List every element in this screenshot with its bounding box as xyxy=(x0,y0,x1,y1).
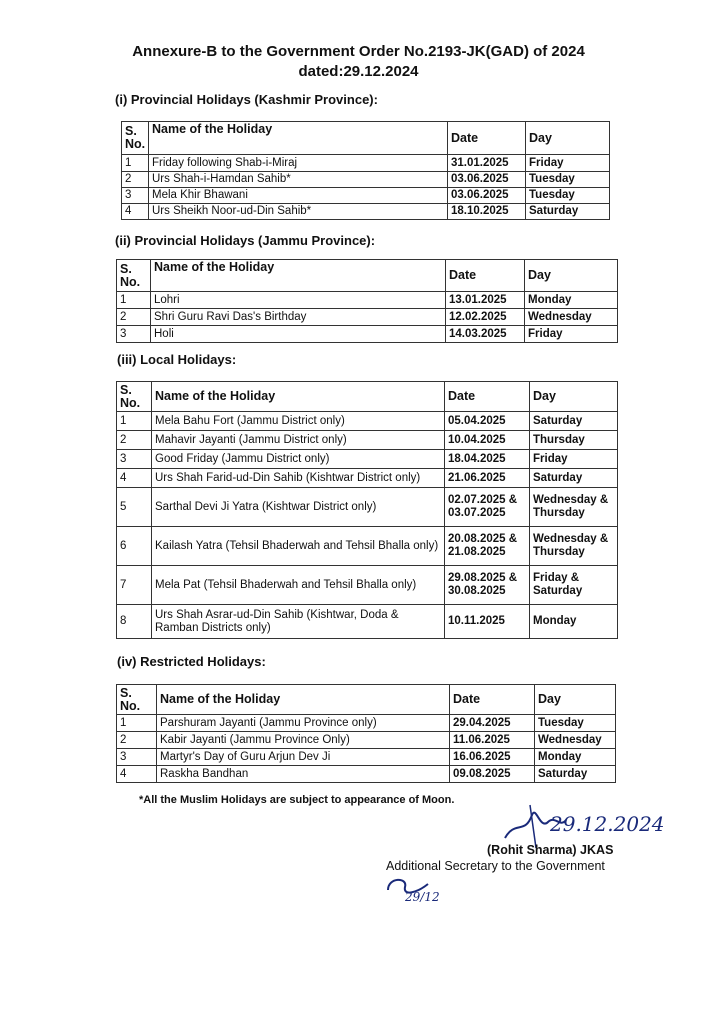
table-row xyxy=(117,450,618,469)
moon-footnote: *All the Muslim Holidays are subject to appearance of Moon. xyxy=(139,794,455,806)
row-sno: 2 xyxy=(117,431,152,450)
row-date: 03.06.2025 xyxy=(448,172,526,188)
row-holiday-name: Kailash Yatra (Tehsil Bhaderwah and Tehsil Bhalla only) xyxy=(152,527,445,566)
row-date: 18.04.2025 xyxy=(445,450,530,469)
row-day: Monday xyxy=(525,292,618,309)
row-sno: 1 xyxy=(117,715,157,732)
row-sno: 1 xyxy=(117,412,152,431)
table-row xyxy=(117,749,616,766)
table-row xyxy=(122,155,610,172)
row-sno: 3 xyxy=(117,749,157,766)
table-row xyxy=(117,326,618,343)
row-date: 18.10.2025 xyxy=(448,204,526,220)
row-day: Friday xyxy=(525,326,618,343)
row-sno: 4 xyxy=(117,766,157,783)
row-sno: 8 xyxy=(117,605,152,639)
row-sno: 6 xyxy=(117,527,152,566)
row-holiday-name: Martyr's Day of Guru Arjun Dev Ji xyxy=(157,749,450,766)
col-header-day: Day xyxy=(530,382,618,412)
col-header-day: Day xyxy=(526,122,610,155)
table-row xyxy=(117,715,616,732)
row-day: Saturday xyxy=(530,412,618,431)
table-row xyxy=(117,732,616,749)
row-holiday-name: Parshuram Jayanti (Jammu Province only) xyxy=(157,715,450,732)
row-sno: 1 xyxy=(117,292,151,309)
row-holiday-name: Urs Shah Asrar-ud-Din Sahib (Kishtwar, Doda & Ramban Districts only) xyxy=(152,605,445,639)
row-date: 21.06.2025 xyxy=(445,469,530,488)
section-title-restricted: (iv) Restricted Holidays: xyxy=(117,654,266,669)
table-row xyxy=(117,292,618,309)
col-header-day: Day xyxy=(525,260,618,292)
col-header-sno: S. No. xyxy=(117,260,151,292)
row-day: Tuesday xyxy=(535,715,616,732)
table-row xyxy=(117,431,618,450)
row-day: Wednesday & Thursday xyxy=(530,527,618,566)
kashmir-holidays-table xyxy=(121,121,610,220)
row-sno: 4 xyxy=(122,204,149,220)
row-holiday-name: Raskha Bandhan xyxy=(157,766,450,783)
row-holiday-name: Kabir Jayanti (Jammu Province Only) xyxy=(157,732,450,749)
table-row xyxy=(122,204,610,220)
row-sno: 2 xyxy=(122,172,149,188)
table-row xyxy=(122,172,610,188)
row-holiday-name: Lohri xyxy=(151,292,446,309)
col-header-name: Name of the Holiday xyxy=(149,122,448,155)
row-day: Friday xyxy=(526,155,610,172)
row-sno: 3 xyxy=(117,450,152,469)
order-title-line2: dated:29.12.2024 xyxy=(298,63,419,80)
row-date: 31.01.2025 xyxy=(448,155,526,172)
row-holiday-name: Good Friday (Jammu District only) xyxy=(152,450,445,469)
row-day: Wednesday xyxy=(525,309,618,326)
row-holiday-name: Mela Pat (Tehsil Bhaderwah and Tehsil Bhalla only) xyxy=(152,566,445,605)
row-holiday-name: Urs Shah-i-Hamdan Sahib* xyxy=(149,172,448,188)
row-date: 20.08.2025 & 21.08.2025 xyxy=(445,527,530,566)
row-sno: 1 xyxy=(122,155,149,172)
row-date: 10.11.2025 xyxy=(445,605,530,639)
row-sno: 4 xyxy=(117,469,152,488)
col-header-date: Date xyxy=(445,382,530,412)
row-holiday-name: Mela Khir Bhawani xyxy=(149,188,448,204)
row-holiday-name: Urs Shah Farid-ud-Din Sahib (Kishtwar District only) xyxy=(152,469,445,488)
col-header-day: Day xyxy=(535,685,616,715)
col-header-date: Date xyxy=(448,122,526,155)
row-holiday-name: Holi xyxy=(151,326,446,343)
row-day: Thursday xyxy=(530,431,618,450)
row-sno: 5 xyxy=(117,488,152,527)
row-day: Saturday xyxy=(526,204,610,220)
col-header-name: Name of the Holiday xyxy=(151,260,446,292)
row-date: 09.08.2025 xyxy=(450,766,535,783)
row-day: Wednesday xyxy=(535,732,616,749)
row-date: 11.06.2025 xyxy=(450,732,535,749)
row-holiday-name: Mela Bahu Fort (Jammu District only) xyxy=(152,412,445,431)
row-day: Saturday xyxy=(535,766,616,783)
row-holiday-name: Urs Sheikh Noor-ud-Din Sahib* xyxy=(149,204,448,220)
row-day: Friday & Saturday xyxy=(530,566,618,605)
row-day: Tuesday xyxy=(526,172,610,188)
row-sno: 7 xyxy=(117,566,152,605)
initials-date: 29/12 xyxy=(405,890,440,904)
signatory-name: (Rohit Sharma) JKAS xyxy=(487,843,614,857)
table-row xyxy=(117,488,618,527)
row-date: 03.06.2025 xyxy=(448,188,526,204)
table-row xyxy=(117,469,618,488)
row-holiday-name: Friday following Shab-i-Miraj xyxy=(149,155,448,172)
row-day: Friday xyxy=(530,450,618,469)
section-title-jammu: (ii) Provincial Holidays (Jammu Province): xyxy=(115,233,376,248)
row-holiday-name: Shri Guru Ravi Das's Birthday xyxy=(151,309,446,326)
section-title-local: (iii) Local Holidays: xyxy=(117,352,237,367)
row-day: Monday xyxy=(535,749,616,766)
row-date: 05.04.2025 xyxy=(445,412,530,431)
signatory-designation: Additional Secretary to the Government xyxy=(386,859,605,873)
col-header-name: Name of the Holiday xyxy=(152,382,445,412)
table-row xyxy=(117,527,618,566)
row-day: Wednesday & Thursday xyxy=(530,488,618,527)
row-date: 14.03.2025 xyxy=(446,326,525,343)
jammu-holidays-table xyxy=(116,259,618,343)
row-sno: 2 xyxy=(117,309,151,326)
section-title-kashmir: (i) Provincial Holidays (Kashmir Province): xyxy=(115,92,378,107)
col-header-sno: S. No. xyxy=(122,122,149,155)
row-date: 10.04.2025 xyxy=(445,431,530,450)
handwritten-date: 29.12.2024 xyxy=(550,812,665,836)
table-row xyxy=(122,188,610,204)
order-title-line1: Annexure-B to the Government Order No.2193-JK(GAD) of 2024 xyxy=(132,43,585,60)
col-header-name: Name of the Holiday xyxy=(157,685,450,715)
table-row xyxy=(117,309,618,326)
row-date: 16.06.2025 xyxy=(450,749,535,766)
row-day: Saturday xyxy=(530,469,618,488)
table-row xyxy=(117,766,616,783)
table-row xyxy=(117,566,618,605)
row-day: Monday xyxy=(530,605,618,639)
row-date: 29.04.2025 xyxy=(450,715,535,732)
local-holidays-table xyxy=(116,381,618,639)
row-sno: 2 xyxy=(117,732,157,749)
table-row xyxy=(117,412,618,431)
row-date: 13.01.2025 xyxy=(446,292,525,309)
row-sno: 3 xyxy=(122,188,149,204)
restricted-holidays-table xyxy=(116,684,616,783)
col-header-date: Date xyxy=(446,260,525,292)
row-holiday-name: Mahavir Jayanti (Jammu District only) xyxy=(152,431,445,450)
col-header-date: Date xyxy=(450,685,535,715)
row-day: Tuesday xyxy=(526,188,610,204)
table-row xyxy=(117,605,618,639)
row-date: 12.02.2025 xyxy=(446,309,525,326)
row-date: 02.07.2025 & 03.07.2025 xyxy=(445,488,530,527)
row-holiday-name: Sarthal Devi Ji Yatra (Kishtwar District only) xyxy=(152,488,445,527)
row-date: 29.08.2025 & 30.08.2025 xyxy=(445,566,530,605)
col-header-sno: S. No. xyxy=(117,685,157,715)
col-header-sno: S. No. xyxy=(117,382,152,412)
row-sno: 3 xyxy=(117,326,151,343)
